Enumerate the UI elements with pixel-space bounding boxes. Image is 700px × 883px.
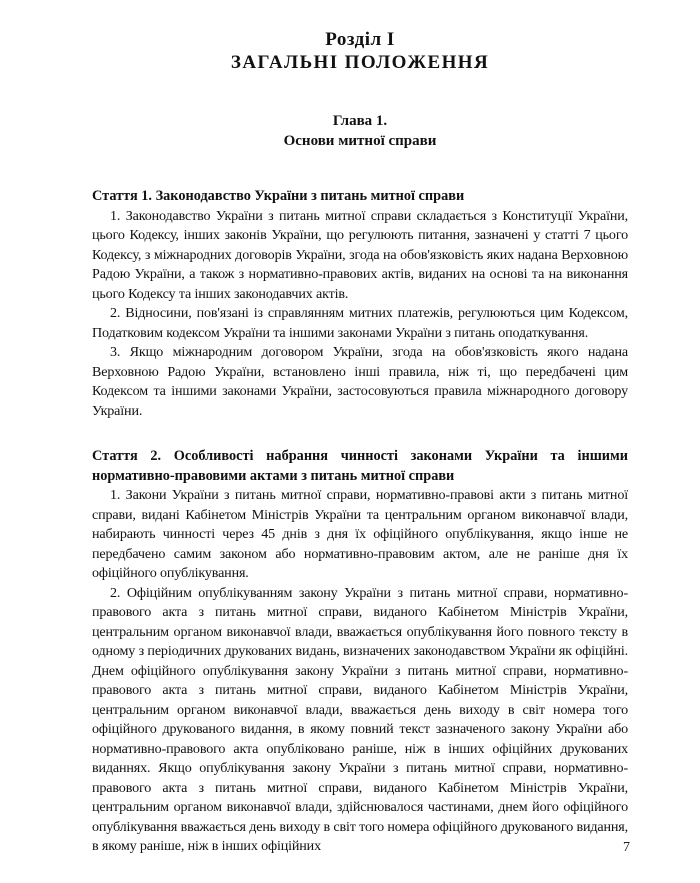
article-title: Стаття 1. Законодавство України з питань митної справи [92,188,465,204]
article-paragraph: 3. Якщо міжнародним договором України, згода на обов'язковість якого надана Верховною Радою України, встановлено інші правила, ніж ті, що передбачені цим Кодексом та іншими законами України, застосовуються правила міжнародного договору України. [92,344,628,419]
article-paragraph: 1. Законодавство України з питань митної справи складається з Конституції України, цього Кодексу, інших законів України, що регулюють питання, зазначені у статті 7 цього Кодексу, з міжнародних договорів України, згода на обов'язковість яких надана Верховною Радою України, а також з нормативно-правових актів, виданих на основі та на виконання цього Кодексу та інших законодавчих актів. [92,207,628,302]
section-title: ЗАГАЛЬНІ ПОЛОЖЕННЯ [230,52,490,73]
page-number: 7 [623,840,630,855]
article-paragraph: 2. Відносини, пов'язані із справлянням митних платежів, регулюються цим Кодексом, Податковим кодексом України та іншими законами України з питань оподаткування. [92,305,628,341]
document-page [92,28,628,883]
article-title: Стаття 2. Особливості набрання чинності законами України та іншими нормативно-правовими актами з питань митної справи [92,448,628,484]
article-paragraph: 2. Офіційним опублікуванням закону України з питань митної справи, нормативно-правового акта з питань митної справи, виданого Кабінетом Міністрів України, центральним органом виконавчої влади, вважається опублікування його повного тексту в одному з періодичних друкованих видань, визначених законодавством України як офіційні. Днем офіційного опублікування закону України з питань митної справи, нормативно-правового акта з питань митної справи, виданого Кабінетом Міністрів України, центральним органом виконавчої влади, вважається день виходу в світ номера того офіційного друкованого видання, в якому повний текст зазначеного закону України або нормативно-правового акта опубліковано раніше, ніж в інших офіційних друкованих виданнях. Якщо опублікування закону України з питань митної справи, нормативно-правового акта з питань митної справи, виданого Кабінетом Міністрів України, центральним органом виконавчої влади, здійснювалося частинами, днем його офіційного опублікування вважається день виходу в світ того номера офіційного друкованого видання, в якому раніше, ніж в інших офіційних [92,584,628,855]
chapter-title: Основи митної справи [283,133,437,149]
article-2 [92,447,628,857]
section-label: Розділ I [325,29,395,50]
chapter-label: Глава 1. [332,113,388,129]
article-paragraph: 1. Закони України з питань митної справи, нормативно-правові акти з питань митної справи, видані Кабінетом Міністрів України та центральним органом виконавчої влади, набирають чинності через 45 днів з дня їх офіційного опублікування, якщо інше не передбачено самим законом або нормативно-правовим актом, але не раніше дня їх офіційного опублікування. [92,487,628,582]
article-1 [92,187,628,421]
